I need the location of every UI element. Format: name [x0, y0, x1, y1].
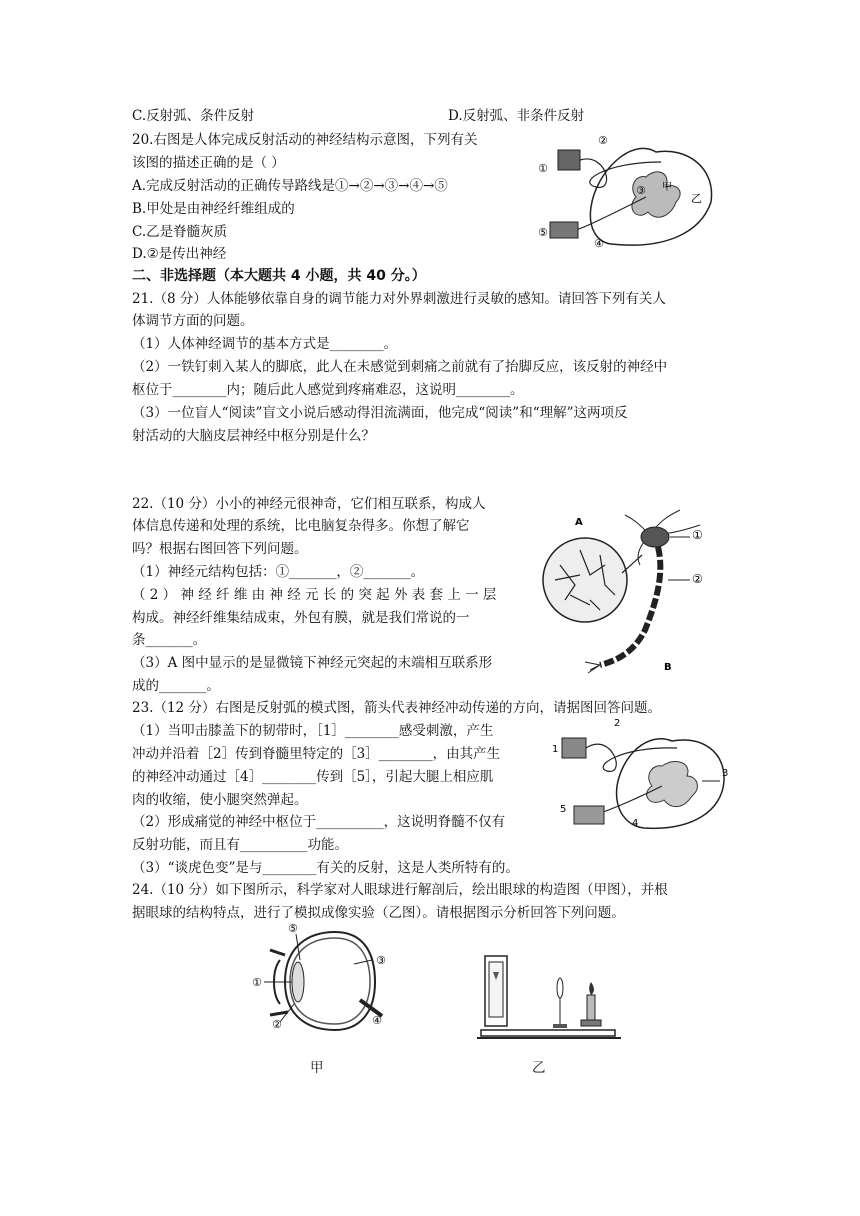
q22-part-2b: 构成。神经纤维集结成束，外包有膜，就是我们常说的一 — [132, 610, 470, 626]
option-d-19: D.反射弧、非条件反射 — [448, 108, 585, 124]
fig20-label-1: ① — [538, 162, 548, 175]
fig20-label-yi: 乙 — [691, 192, 702, 205]
q21-part-1: （1）人体神经调节的基本方式是________。 — [132, 336, 398, 352]
fig23-label-3: 3 — [722, 768, 729, 779]
option-c-19: C.反射弧、条件反射 — [132, 108, 255, 124]
q22-part-2a: （ 2 ） 神 经 纤 维 由 神 经 元 长 的 突 起 外 表 套 上 一 层 — [132, 587, 497, 603]
q22-stem-1: 22.（10 分）小小的神经元很神奇，它们相互联系，构成人 — [132, 496, 486, 512]
q24-stem-1: 24.（10 分）如下图所示，科学家对人眼球进行解剖后，绘出眼球的构造图（甲图），并根 — [132, 882, 668, 898]
fig22-label-b: B — [664, 662, 672, 673]
q23-part-2b: 反射功能，而且有__________功能。 — [132, 837, 348, 853]
q20-stem-1: 20.右图是人体完成反射活动的神经结构示意图，下列有关 — [132, 132, 478, 148]
q22-stem-2: 体信息传递和处理的系统，比电脑复杂得多。你想了解它 — [132, 518, 470, 534]
q22-part-1: （1）神经元结构包括：①_______，②_______。 — [132, 564, 425, 580]
q23-stem: 23.（12 分）右图是反射弧的模式图，箭头代表神经冲动传递的方向，请据图回答问题。 — [132, 700, 661, 716]
q20-stem-2: 该图的描述正确的是（ ） — [132, 155, 285, 171]
q23-part-2a: （2）形成痛觉的神经中枢位于__________，这说明脊髓不仅有 — [132, 814, 506, 830]
caption-jia: 甲 — [310, 1060, 324, 1076]
q23-part-3: （3）“谈虎色变”是与________有关的反射，这是人类所特有的。 — [132, 860, 519, 876]
q21-stem-2: 体调节方面的问题。 — [132, 313, 254, 329]
fig20-label-3: ③ — [636, 184, 646, 197]
caption-yi: 乙 — [532, 1060, 546, 1076]
eye-label-4: ④ — [372, 1014, 382, 1027]
q22-part-3a: （3）A 图中显示的是显微镜下神经元突起的末端相互联系形 — [132, 655, 493, 671]
q22-part-2c: 条_______。 — [132, 632, 207, 648]
q21-stem-1: 21.（8 分）人体能够依靠自身的调节能力对外界刺激进行灵敏的感知。请回答下列有关人 — [132, 291, 666, 307]
q24-stem-2: 据眼球的结构特点，进行了模拟成像实验（乙图）。请根据图示分析回答下列问题。 — [132, 905, 625, 921]
eye-label-3: ③ — [376, 954, 386, 967]
q23-part-1c: 的神经冲动通过［4］________传到［5］，引起大腿上相应肌 — [132, 769, 494, 785]
q20-option-b: B.甲处是由神经纤维组成的 — [132, 201, 295, 217]
eye-label-5: ⑤ — [288, 922, 298, 935]
q23-part-1a: （1）当叩击膝盖下的韧带时，［1］________感受刺激，产生 — [132, 723, 494, 739]
fig20-label-5: ⑤ — [538, 226, 548, 239]
eye-label-2: ② — [272, 1018, 282, 1031]
fig23-label-2: 2 — [614, 718, 621, 729]
imaging-experiment-figure — [475, 950, 625, 1040]
neuron-figure-q22 — [540, 495, 720, 675]
q20-option-c: C.乙是脊髓灰质 — [132, 224, 228, 240]
fig23-label-4: 4 — [632, 818, 639, 829]
eye-label-1: ① — [252, 976, 262, 989]
q21-part-3a: （3）一位盲人“阅读”盲文小说后感动得泪流满面，他完成“阅读”和“理解”这两项反 — [132, 405, 628, 421]
fig20-label-2: ② — [598, 134, 608, 147]
fig20-label-4: ④ — [594, 237, 604, 250]
q22-part-3b: 成的_______。 — [132, 678, 220, 694]
q22-stem-3: 吗？根据右图回答下列问题。 — [132, 541, 308, 557]
fig20-label-jia: 甲 — [662, 182, 672, 193]
q21-part-2b: 枢位于________内；随后此人感觉到疼痛难忍，这说明________。 — [132, 382, 524, 398]
fig22-label-2: ② — [692, 572, 703, 586]
fig23-label-1: 1 — [552, 744, 559, 755]
q21-part-2a: （2）一铁钉刺入某人的脚底，此人在未感觉到刺痛之前就有了抬脚反应，该反射的神经中 — [132, 359, 668, 375]
q20-option-d: D.②是传出神经 — [132, 246, 227, 262]
section-heading: 二、非选择题（本大题共 4 小题，共 40 分。） — [132, 268, 426, 284]
q21-part-3b: 射活动的大脑皮层神经中枢分别是什么？ — [132, 428, 375, 444]
fig23-label-5: 5 — [560, 804, 567, 815]
eyeball-figure — [250, 920, 390, 1045]
fig22-label-a: A — [575, 517, 583, 528]
fig22-label-1: ① — [692, 528, 703, 542]
q23-part-1b: 冲动并沿着［2］传到脊髓里特定的［3］________，由其产生 — [132, 746, 501, 762]
q20-option-a: A.完成反射活动的正确传导路线是①→②→③→④→⑤ — [132, 178, 448, 194]
q23-part-1d: 肉的收缩，使小腿突然弹起。 — [132, 792, 308, 808]
reflex-arc-figure-q23 — [552, 716, 732, 836]
reflex-arc-figure-q20 — [536, 132, 726, 252]
